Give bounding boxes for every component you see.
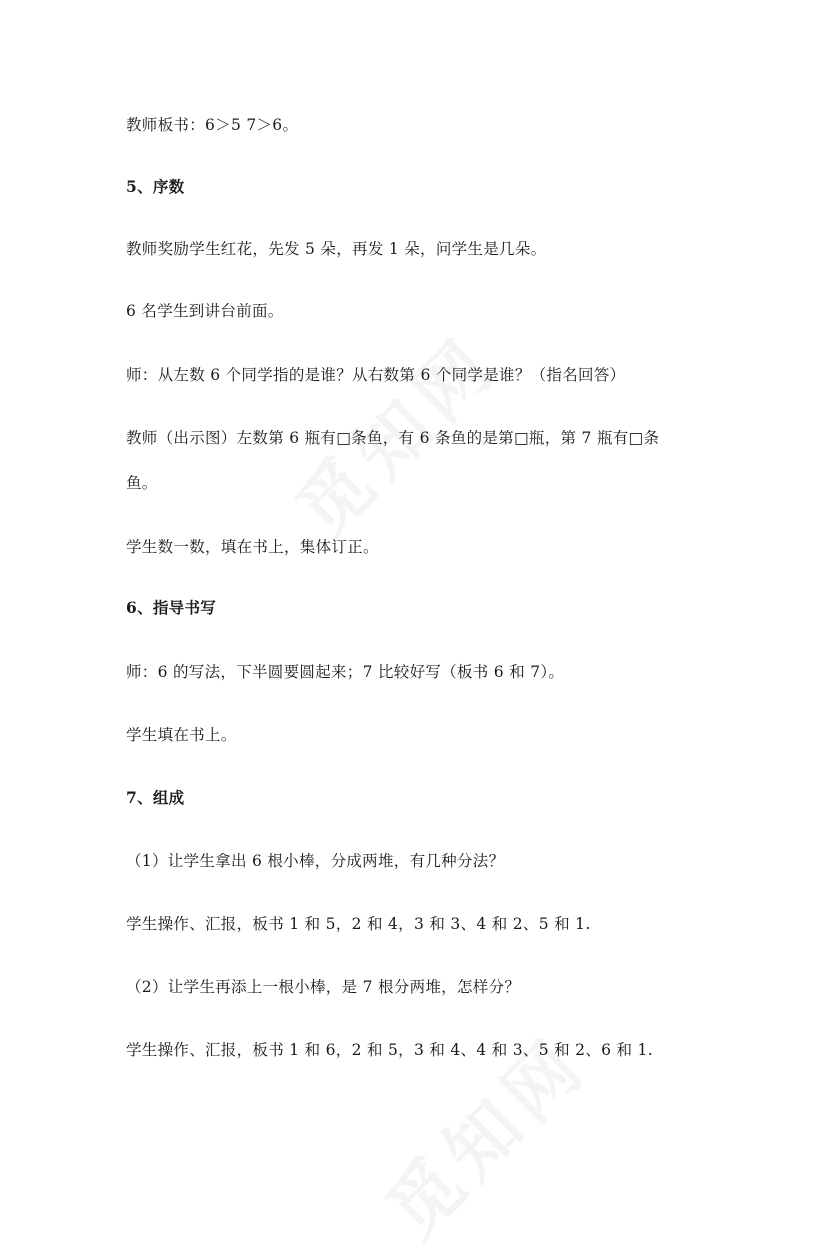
paragraph-teacher-question: 师：从左数 6 个同学指的是谁？从右数第 6 个同学是谁？（指名回答）	[126, 366, 626, 384]
heading-ordinal-numbers: 5、序数	[126, 177, 185, 196]
paragraph-fish-bottles: 教师（出示图）左数第 6 瓶有□条鱼，有 6 条鱼的是第□瓶，第 7 瓶有□条	[126, 429, 660, 447]
paragraph-fill-book: 学生填在书上。	[126, 726, 237, 744]
paragraph-count-fill: 学生数一数，填在书上，集体订正。	[126, 538, 379, 556]
paragraph-six-sticks: （1）让学生拿出 6 根小棒，分成两堆，有几种分法？	[126, 852, 505, 870]
paragraph-six-students: 6 名学生到讲台前面。	[126, 302, 284, 320]
paragraph-writing-method: 师：6 的写法，下半圆要圆起来；7 比较好写（板书 6 和 7）。	[126, 663, 565, 681]
paragraph-fish-bottles-cont: 鱼。	[126, 474, 158, 492]
paragraph-board-writing: 教师板书：6＞5 7＞6。	[126, 116, 299, 134]
heading-composition: 7、组成	[126, 788, 185, 807]
paragraph-red-flowers: 教师奖励学生红花，先发 5 朵，再发 1 朵，问学生是几朵。	[126, 240, 547, 258]
paragraph-seven-sticks: （2）让学生再添上一根小棒，是 7 根分两堆，怎样分？	[126, 978, 521, 996]
paragraph-report-seven: 学生操作、汇报，板书 1 和 6，2 和 5，3 和 4、4 和 3、5 和 2、6 和 1.	[126, 1041, 653, 1059]
paragraph-report-six: 学生操作、汇报，板书 1 和 5，2 和 4，3 和 3、4 和 2、5 和 1.	[126, 915, 591, 933]
heading-writing-guide: 6、指导书写	[126, 598, 217, 617]
